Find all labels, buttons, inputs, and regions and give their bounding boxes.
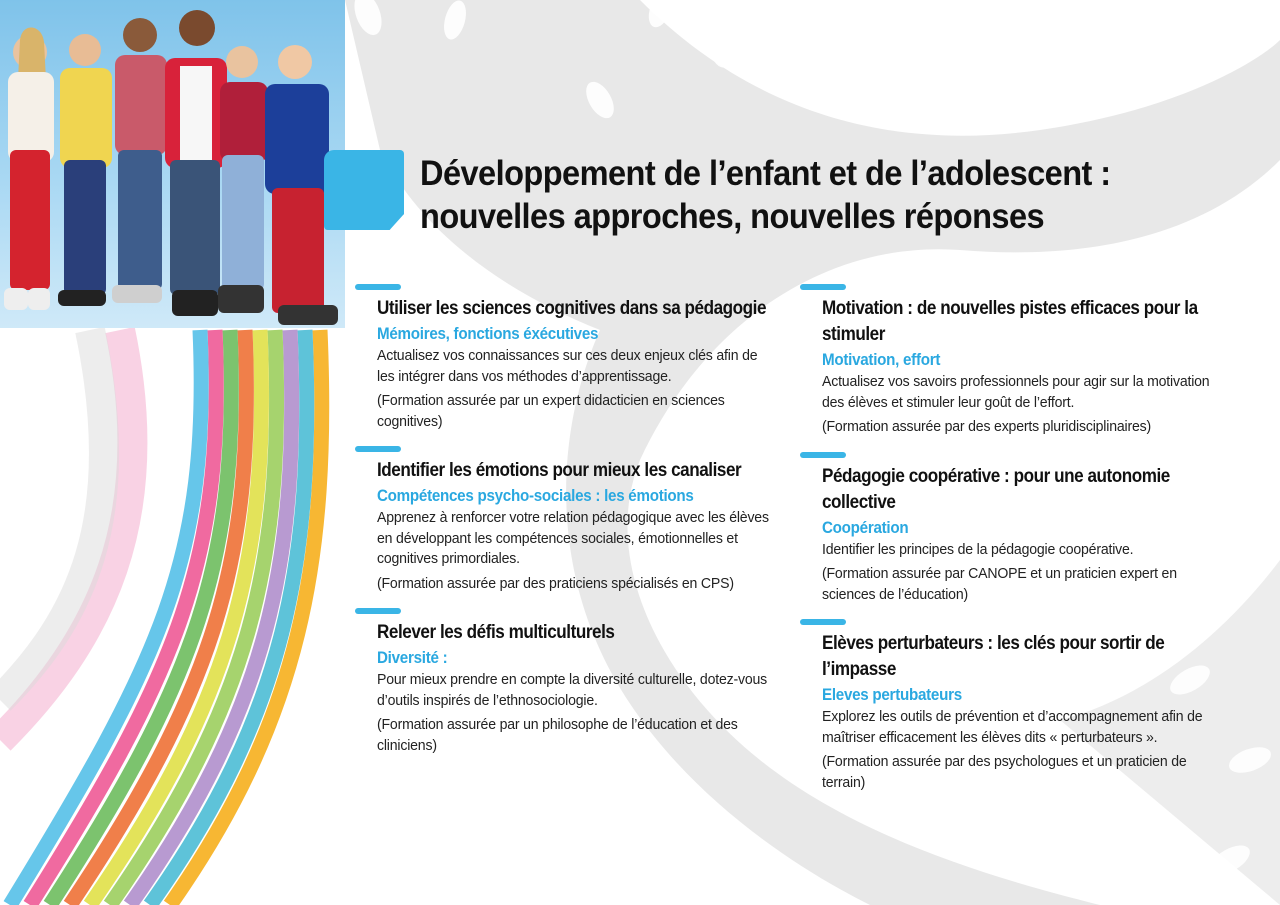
child-figure (58, 34, 112, 306)
course-heading: Relever les défis multiculturels (377, 622, 615, 643)
course-description: Explorez les outils de prévention et d’accompagnement afin de maîtriser efficacement les élèves dits « perturbateurs ». (822, 708, 1203, 746)
page-title-line2: nouvelles approches, nouvelles réponses (420, 197, 1045, 236)
course-item (355, 608, 768, 756)
course-heading: Elèves perturbateurs : les clés pour sortir de l’impasse (822, 633, 1165, 680)
page-title-line1: Développement de l’enfant et de l’adolescent : (420, 154, 1111, 193)
course-item (355, 446, 769, 594)
course-description: Actualisez vos savoirs professionnels pour agir sur la motivation des élèves et stimuler leur goût de l’effort. (822, 373, 1210, 411)
course-description: Identifier les principes de la pédagogie coopérative. (822, 540, 1134, 558)
course-description: Actualisez vos connaissances sur ces deux enjeux clés afin de les intégrer dans vos méthodes d’apprentissage. (377, 347, 758, 385)
course-heading: Identifier les émotions pour mieux les canaliser (377, 460, 742, 481)
title-accent-square (324, 150, 404, 230)
rainbow-ribbon (0, 330, 322, 905)
course-trainer: (Formation assurée par un expert didacticien en sciences cognitives) (377, 392, 725, 430)
course-heading: Pédagogie coopérative : pour une autonomie collective (822, 465, 1170, 513)
course-trainer: (Formation assurée par un philosophe de l’éducation et des cliniciens) (377, 716, 738, 754)
course-subtitle: Mémoires, fonctions éxécutives (377, 325, 599, 343)
course-subtitle: Diversité : (377, 649, 448, 667)
course-trainer: (Formation assurée par CANOPE et un praticien expert en sciences de l’éducation) (822, 565, 1177, 603)
course-description: Pour mieux prendre en compte la diversité culturelle, dotez-vous d’outils inspirés de l’ethnosociologie. (377, 671, 768, 709)
right-column (800, 284, 1230, 807)
course-item (800, 619, 1230, 793)
course-trainer: (Formation assurée par des praticiens spécialisés en CPS) (377, 574, 734, 592)
child-figure (112, 18, 167, 303)
child-figure (4, 27, 54, 310)
course-description: Apprenez à renforcer votre relation pédagogique avec les élèves en développant les compétences sociales, émotionnelles et cognitives primordiales. (377, 509, 769, 567)
course-trainer: (Formation assurée par des psychologues et un praticien de terrain) (822, 753, 1187, 791)
child-figure (218, 46, 268, 313)
course-item (800, 284, 1230, 438)
children-illustration (0, 0, 345, 328)
child-figure (165, 10, 227, 316)
course-subtitle: Motivation, effort (822, 351, 941, 369)
course-heading: Motivation : de nouvelles pistes efficaces pour la stimuler (822, 298, 1198, 345)
children-group-photo (0, 0, 345, 328)
course-subtitle: Eleves pertubateurs (822, 686, 962, 704)
course-heading: Utiliser les sciences cognitives dans sa pédagogie (377, 298, 767, 319)
course-item (800, 452, 1230, 606)
course-subtitle: Compétences psycho-sociales : les émotions (377, 487, 694, 505)
page-title (420, 152, 1183, 238)
course-subtitle: Coopération (822, 518, 909, 537)
course-trainer: (Formation assurée par des experts pluridisciplinaires) (822, 418, 1151, 435)
course-item (355, 284, 767, 432)
left-column (355, 284, 769, 770)
